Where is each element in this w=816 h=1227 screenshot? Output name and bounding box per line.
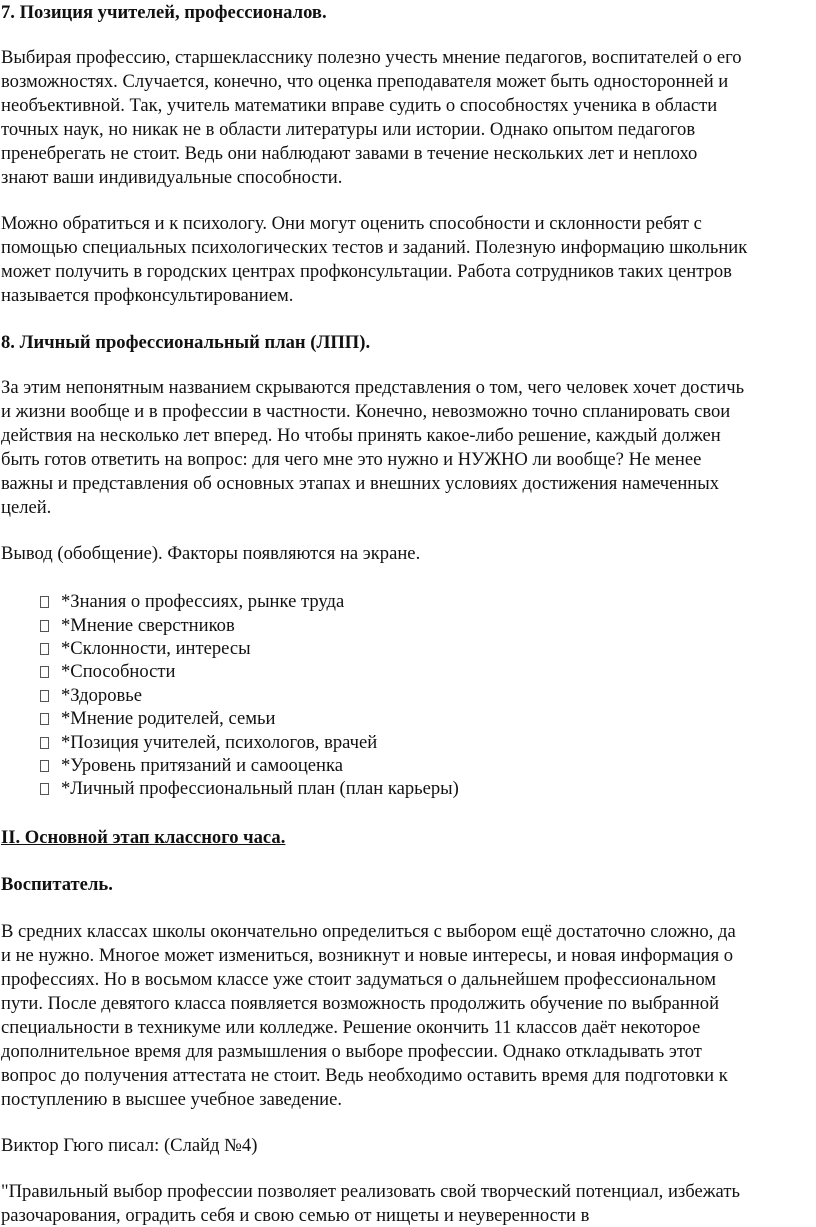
bullet-box-icon bbox=[40, 737, 49, 749]
bullet-box-icon bbox=[40, 713, 49, 725]
paragraph-line: Выбирая профессию, старшекласснику полезно учесть мнение педагогов, воспитателей о его bbox=[1, 47, 742, 68]
list-item bbox=[40, 707, 275, 730]
bullet-box-icon bbox=[40, 596, 49, 608]
section-8-heading: 8. Личный профессиональный план (ЛПП). bbox=[1, 332, 371, 353]
list-item-label: *Способности bbox=[61, 661, 176, 682]
quote-line: разочарования, оградить себя и свою семью от нищеты и неуверенности в bbox=[1, 1205, 590, 1226]
list-item-label: *Личный профессиональный план (план карьеры) bbox=[61, 778, 459, 799]
paragraph-line: и не нужно. Многое может измениться, возникнут и новые интересы, и новая информация о bbox=[1, 945, 734, 966]
section-7-heading: 7. Позиция учителей, профессионалов. bbox=[1, 2, 327, 23]
bullet-box-icon bbox=[40, 783, 49, 795]
list-item-label: *Знания о профессиях, рынке труда bbox=[61, 591, 345, 612]
paragraph-line: пренебрегать не стоит. Ведь они наблюдают завами в течение нескольких лет и неплохо bbox=[1, 143, 698, 164]
list-item bbox=[40, 777, 459, 800]
quote-line: "Правильный выбор профессии позволяет реализовать свой творческий потенциал, избежать bbox=[1, 1181, 740, 1202]
bullet-box-icon bbox=[40, 643, 49, 655]
paragraph-line: знают ваши индивидуальные способности. bbox=[1, 167, 343, 188]
paragraph-line: важны и представления об основных этапах и внешних условиях достижения намеченных bbox=[1, 473, 720, 494]
bullet-box-icon bbox=[40, 760, 49, 772]
paragraph-line: точных наук, но никак не в области литературы или истории. Однако опытом педагогов bbox=[1, 119, 696, 140]
bullet-box-icon bbox=[40, 666, 49, 678]
paragraph-line: специальности в техникуме или колледже. Решение окончить 11 классов даёт некоторое bbox=[1, 1017, 701, 1038]
speaker-label: Воспитатель. bbox=[1, 874, 113, 895]
paragraph-line: необъективной. Так, учитель математики вправе судить о способностях ученика в области bbox=[1, 95, 718, 116]
paragraph-line: может получить в городских центрах профконсультации. Работа сотрудников таких центров bbox=[1, 261, 732, 282]
list-item-label: *Позиция учителей, психологов, врачей bbox=[61, 732, 378, 753]
list-item-label: *Мнение сверстников bbox=[61, 615, 235, 636]
list-item bbox=[40, 614, 235, 637]
stage-2-heading: II. Основной этап классного часа. bbox=[1, 827, 286, 848]
paragraph-line: профессиях. Но в восьмом классе уже стоит задуматься о дальнейшем профессиональном bbox=[1, 969, 717, 990]
paragraph-line: Можно обратиться и к психологу. Они могут оценить способности и склонности ребят с bbox=[1, 213, 702, 234]
list-item-label: *Склонности, интересы bbox=[61, 638, 251, 659]
list-item-label: *Уровень притязаний и самооценка bbox=[61, 755, 344, 776]
paragraph-line: За этим непонятным названием скрываются представления о том, чего человек хочет достичь bbox=[1, 377, 745, 398]
paragraph-line: быть готов ответить на вопрос: для чего мне это нужно и НУЖНО ли вообще? Не менее bbox=[1, 449, 702, 470]
paragraph-line: действия на несколько лет вперед. Но чтобы принять какое-либо решение, каждый должен bbox=[1, 425, 721, 446]
list-item bbox=[40, 684, 142, 707]
paragraph-line: возможностях. Случается, конечно, что оценка преподавателя может быть односторонней и bbox=[1, 71, 729, 92]
paragraph-line: пути. После девятого класса появляется возможность продолжить обучение по выбранной bbox=[1, 993, 720, 1014]
conclusion-line: Вывод (обобщение). Факторы появляются на экране. bbox=[1, 543, 421, 564]
paragraph-line: и жизни вообще и в профессии в частности. Конечно, невозможно точно спланировать свои bbox=[1, 401, 731, 422]
paragraph-line: помощью специальных психологических тестов и заданий. Полезную информацию школьник bbox=[1, 237, 748, 258]
list-item bbox=[40, 660, 175, 683]
list-item bbox=[40, 731, 377, 754]
paragraph-line: вопрос до получения аттестата не стоит. Ведь необходимо оставить время для подготовки к bbox=[1, 1065, 728, 1086]
paragraph-line: В средних классах школы окончательно определиться с выбором ещё достаточно сложно, да bbox=[1, 921, 736, 942]
quote-intro: Виктор Гюго писал: (Слайд №4) bbox=[1, 1135, 258, 1156]
paragraph-line: поступлению в высшее учебное заведение. bbox=[1, 1089, 343, 1110]
list-item bbox=[40, 754, 343, 777]
paragraph-line: называется профконсультированием. bbox=[1, 285, 294, 306]
list-item-label: *Здоровье bbox=[61, 685, 143, 706]
list-item-label: *Мнение родителей, семьи bbox=[61, 708, 276, 729]
paragraph-line: дополнительное время для размышления о выборе профессии. Однако откладывать этот bbox=[1, 1041, 702, 1062]
bullet-box-icon bbox=[40, 620, 49, 632]
bullet-box-icon bbox=[40, 690, 49, 702]
list-item bbox=[40, 590, 344, 613]
paragraph-line: целей. bbox=[1, 497, 52, 518]
list-item bbox=[40, 637, 251, 660]
